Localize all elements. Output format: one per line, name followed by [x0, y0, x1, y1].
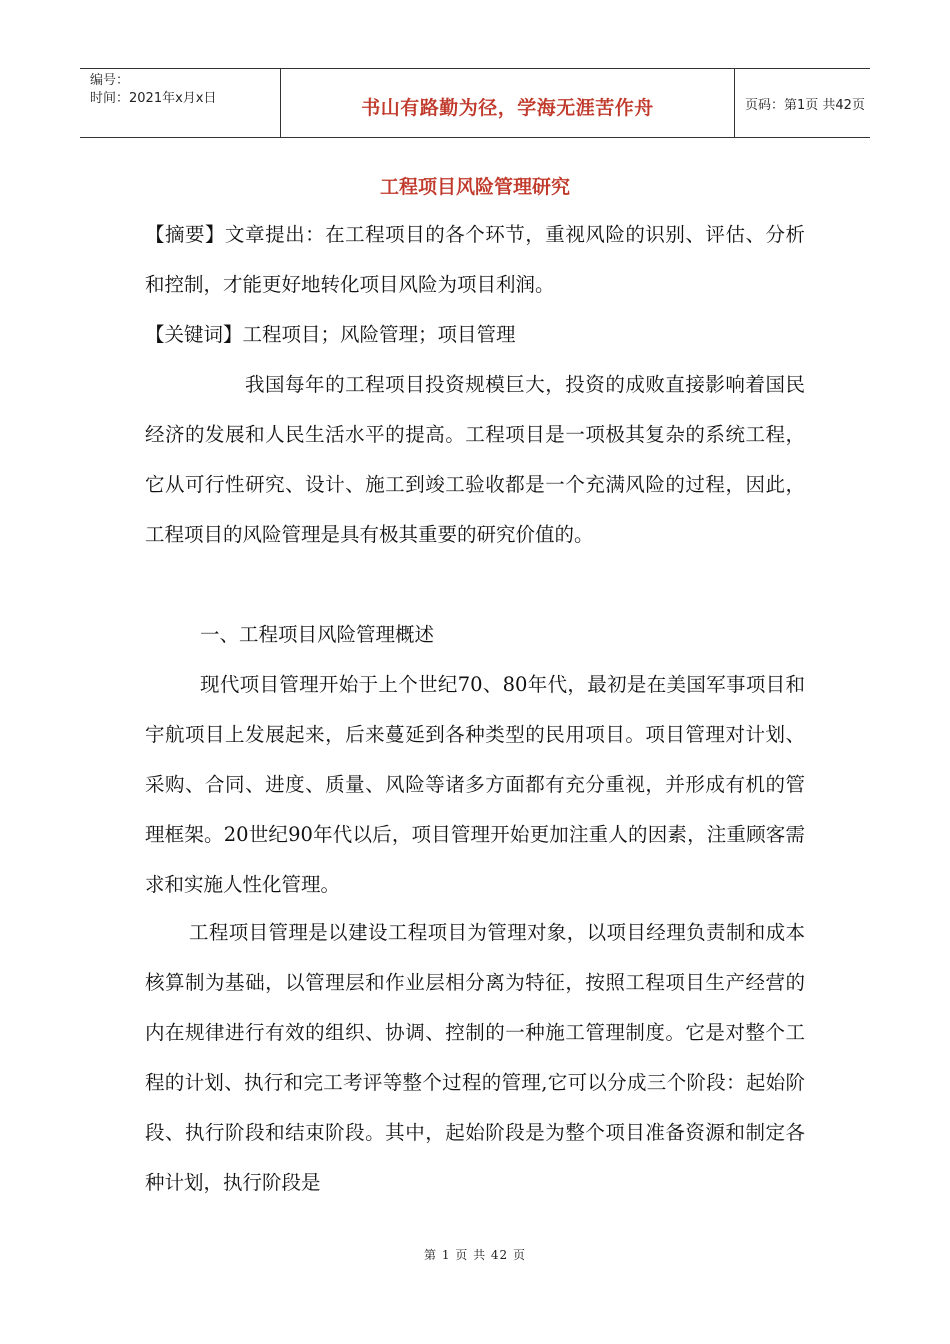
footer-page-indicator: 第 1 页 共 42 页 — [424, 1248, 526, 1262]
paragraph-3: 工程项目管理是以建设工程项目为管理对象，以项目经理负责制和成本核算制为基础，以管理层和作业层相分离为特征，按照工程项目生产经营的内在规律进行有效的组织、协调、控制的一种施工管理制度。它是对整个工程的计划、执行和完工考评等整个过程的管理,它可以分成三个阶段：起始阶段、执行阶段和结束阶段。其中，起始阶段是为整个项目准备资源和制定各种计划，执行阶段是 — [145, 921, 805, 1194]
paragraph-1: 我国每年的工程项目投资规模巨大，投资的成败直接影响着国民经济的发展和人民生活水平的提高。工程项目是一项极其复杂的系统工程，它从可行性研究、设计、施工到竣工验收都是一个充满风险的过程，因此，工程项目的风险管理是具有极其重要的研究价值的。 — [145, 373, 805, 546]
document-title: 工程项目风险管理研究 — [379, 176, 570, 198]
header-pager-cell — [735, 69, 870, 137]
header-meta-cell — [80, 69, 280, 137]
date-label: 时间：2021年x月x日 — [90, 91, 217, 106]
number-label: 编号： — [90, 73, 130, 88]
document-header — [80, 68, 870, 138]
keywords: 【关键词】工程项目；风险管理；项目管理 — [145, 323, 516, 346]
section-1-heading: 一、工程项目风险管理概述 — [200, 623, 435, 646]
paragraph-2: 现代项目管理开始于上个世纪70、80年代，最初是在美国军事项目和宇航项目上发展起来，后来蔓延到各种类型的民用项目。项目管理对计划、采购、合同、进度、质量、风险等诸多方面都有充分重视，并形成有机的管理框架。20世纪90年代以后，项目管理开始更加注重人的因素，注重顾客需求和实施人性化管理。 — [145, 673, 805, 896]
header-motto-cell — [280, 69, 735, 137]
header-page-indicator: 页码：第1页 共42页 — [745, 98, 865, 113]
motto: 书山有路勤为径，学海无涯苦作舟 — [361, 97, 654, 119]
abstract: 【摘要】文章提出：在工程项目的各个环节，重视风险的识别、评估、分析和控制，才能更好地转化项目风险为项目利润。 — [145, 223, 805, 296]
